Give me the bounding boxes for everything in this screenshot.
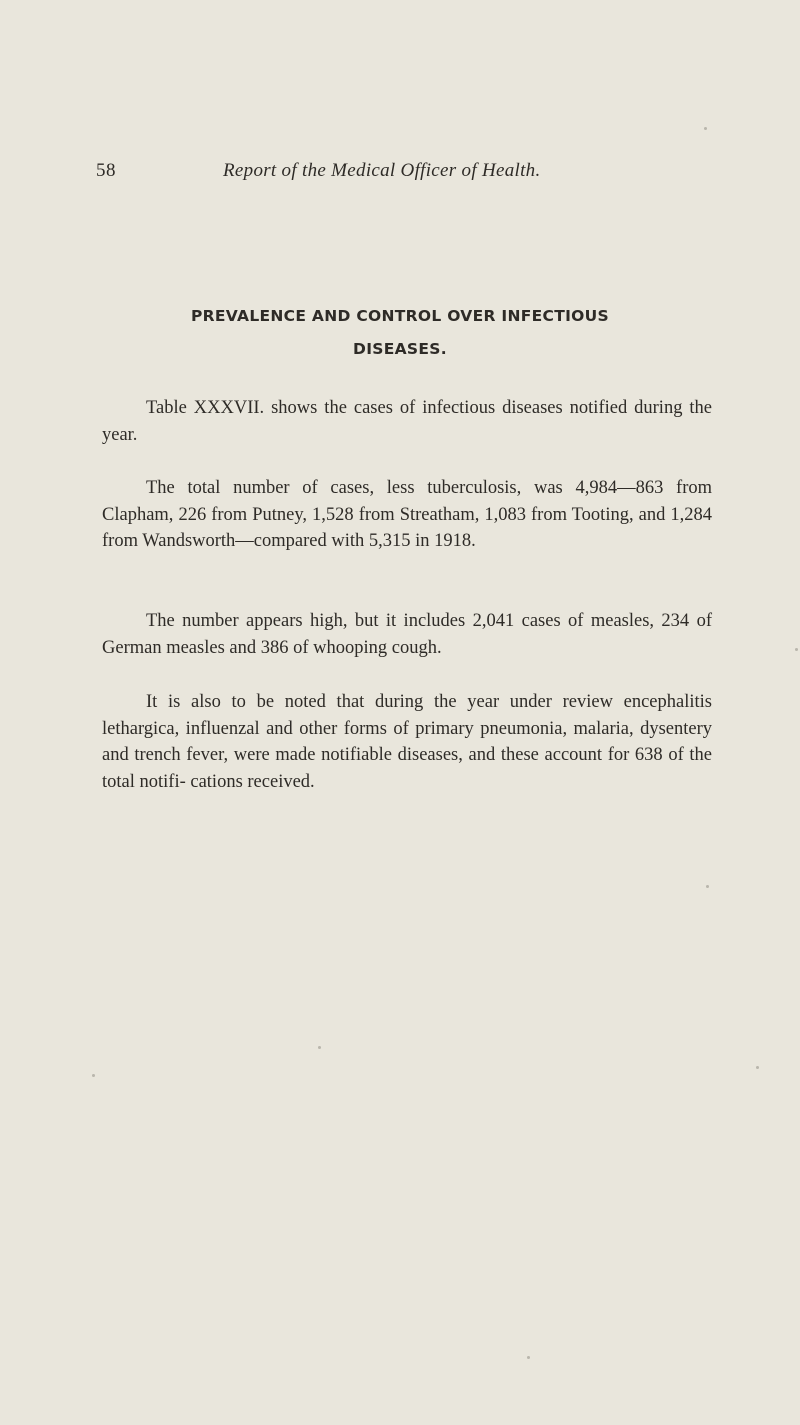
section-heading-line-2: DISEASES. — [353, 340, 447, 358]
paper-speck — [318, 1046, 321, 1049]
paper-speck — [756, 1066, 759, 1069]
paragraph-total-cases: The total number of cases, less tuberculosis, was 4,984—863 from Clapham, 226 from Putney, 1,528 from Streatham, 1,083 from Tooting, and 1,284 from Wandsworth—compared with 5,315 in 1918. — [102, 478, 712, 551]
paragraph-table-reference: Table XXXVII. shows the cases of infectious diseases notified during the year. — [102, 398, 712, 445]
page-number: 58 — [96, 160, 116, 181]
paper-speck — [527, 1356, 530, 1359]
paragraph-measles: The number appears high, but it includes 2,041 cases of measles, 234 of German measles and 386 of whooping cough. — [102, 611, 712, 658]
running-head — [96, 160, 696, 190]
paragraph-notifiable-diseases: It is also to be noted that during the year under review encephalitis lethargica, influenzal and other forms of primary pneumonia, malaria, dysentery and trench fever, were made notifiable diseases, and these account for 638 of the total notifi- cations received. — [102, 692, 712, 792]
paper-speck — [92, 1074, 95, 1077]
section-heading — [100, 300, 700, 366]
paper-speck — [704, 127, 707, 130]
paper-speck — [795, 648, 798, 651]
section-heading-line-1: PREVALENCE AND CONTROL OVER INFECTIOUS — [191, 307, 609, 325]
running-title: Report of the Medical Officer of Health. — [223, 160, 541, 181]
paper-speck — [706, 885, 709, 888]
